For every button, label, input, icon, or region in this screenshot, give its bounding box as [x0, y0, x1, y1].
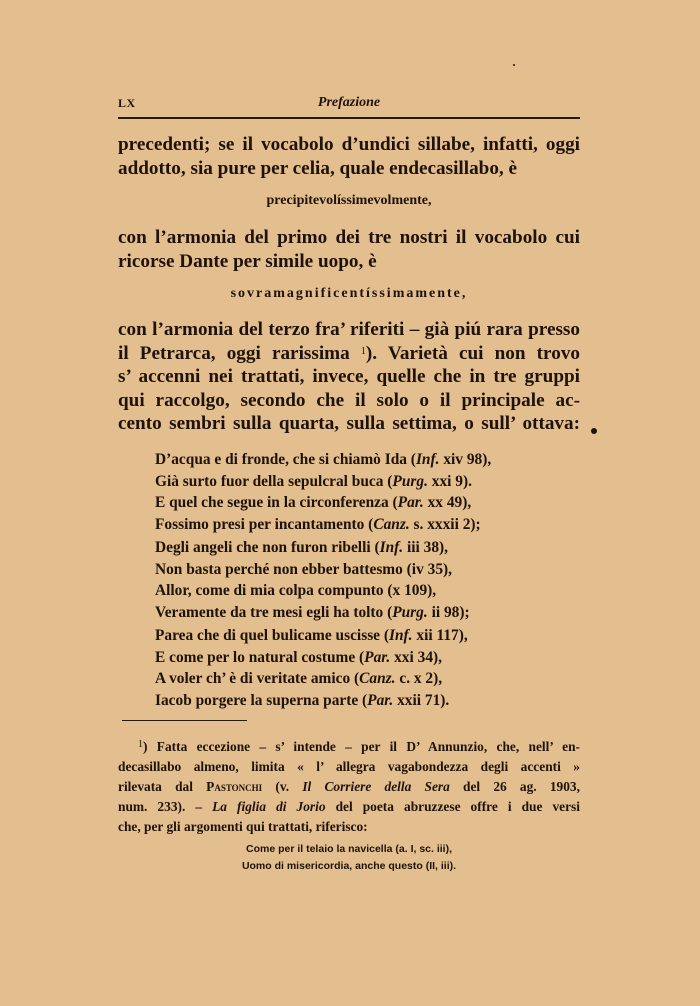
- quoted-verse: Come per il telaio la navicella (a. I, sc. iii),: [246, 843, 452, 855]
- verse-text: Veramente da tre mesi egli ha tolto (: [155, 603, 393, 621]
- journal-title: Il Corriere della Sera: [302, 779, 450, 794]
- verse-reference: xxi 9).: [427, 472, 472, 490]
- ink-speck: [513, 64, 515, 66]
- footnote-line: [118, 737, 580, 757]
- page-number: LX: [118, 96, 136, 110]
- verse-reference: c. x 2),: [395, 670, 443, 687]
- work-abbreviation: Purg.: [392, 472, 428, 490]
- ink-speck: [591, 428, 597, 434]
- verse-line: [155, 449, 491, 471]
- footnote-marker: 1: [138, 739, 143, 750]
- verse-reference: xxii 71).: [393, 691, 450, 709]
- verse-reference: s. xxxii 2);: [409, 515, 481, 533]
- verse-group: [155, 625, 491, 711]
- text-line: s’ accenni nei trattati, invece, quelle che in tre gruppi: [118, 366, 580, 387]
- verse-line: [155, 580, 491, 602]
- work-abbreviation: Canz.: [359, 670, 396, 687]
- footnote-reference[interactable]: 1: [360, 345, 366, 357]
- verse-text: E quel che segue in la circonferenza (: [155, 494, 398, 511]
- work-abbreviation: Purg.: [392, 603, 428, 621]
- quoted-verse: Uomo di misericordia, anche questo (II, iii).: [241, 859, 457, 872]
- footnote-line: [118, 777, 580, 797]
- footnote-quoted-verses: [118, 841, 580, 874]
- verse-reference: ii 98);: [427, 603, 470, 621]
- verse-groups: [155, 449, 491, 711]
- verse-text: D’acqua e di fronde, che si chiamò Ida (: [155, 451, 416, 468]
- paragraph-2: [118, 226, 580, 273]
- example-word-1: precipitevolíssimevolmente,: [266, 193, 432, 208]
- text-line: [118, 342, 580, 366]
- text-span: il Petrarca, oggi rarissima: [118, 342, 350, 364]
- verse-reference: xx 49),: [423, 494, 472, 511]
- running-head: [118, 96, 580, 112]
- verse-line: [155, 559, 491, 581]
- text-span: del poeta abruzzese offre i due versi: [335, 799, 580, 814]
- text-span: num. 233). –: [118, 799, 203, 814]
- verse-line: [155, 668, 491, 690]
- footnote-line: decasillabo almeno, limita « l’ allegra vagabondezza degli accenti »: [118, 759, 580, 774]
- paragraph-3: [118, 318, 580, 436]
- text-line: qui raccolgo, secondo che il solo o il principale ac-: [118, 389, 580, 411]
- author-name: Pastonchi: [206, 779, 263, 794]
- verse-line: [155, 537, 491, 559]
- verse-text: Degli angeli che non furon ribelli (: [155, 539, 380, 556]
- paragraph-1: [118, 133, 580, 180]
- work-abbreviation: Canz.: [373, 515, 410, 533]
- text-line: con l’armonia del terzo fra’ riferiti – già piú rara presso: [118, 319, 580, 340]
- verse-text: Già surto fuor della sepulcral buca (: [155, 472, 393, 490]
- text-span: rilevata dal: [118, 779, 193, 794]
- verse-text: Iacob porgere la superna parte (: [155, 691, 368, 709]
- verse-group: [155, 537, 491, 623]
- verse-reference: iii 38),: [403, 539, 449, 556]
- text-line: ricorse Dante per simile uopo, è: [118, 250, 377, 272]
- verse-group: [155, 449, 491, 535]
- running-title: Prefazione: [317, 95, 381, 110]
- work-abbreviation: Inf.: [379, 539, 404, 556]
- verse-line: [155, 625, 491, 647]
- example-word-2: sovramagnificentíssimamente,: [230, 286, 468, 301]
- work-title: La figlia di Jorio: [212, 799, 326, 814]
- header-rule: [118, 117, 580, 119]
- verse-text: A voler ch’ è di veritate amico (: [155, 670, 360, 687]
- verse-reference: xiv 98),: [439, 451, 492, 468]
- verse-line: [155, 690, 491, 712]
- verse-line: [155, 471, 491, 493]
- work-abbreviation: Par.: [397, 494, 424, 511]
- verse-reference: xxi 34),: [390, 648, 442, 666]
- footnote-rule: [122, 720, 247, 721]
- verse-examples: [155, 449, 491, 712]
- text-span: ) Fatta eccezione – s’ intende – per il D’ Annunzio, che, nell’ en-: [143, 739, 580, 754]
- verse-line: [155, 647, 491, 669]
- work-abbreviation: Inf.: [389, 627, 413, 644]
- work-abbreviation: Inf.: [415, 451, 440, 468]
- verse-line: [155, 602, 491, 624]
- footnote-line: che, per gli argomenti qui trattati, riferisco:: [118, 819, 368, 834]
- text-span: (v.: [275, 779, 290, 794]
- verse-line: [155, 514, 491, 536]
- footnote: [118, 737, 580, 837]
- verse-text: E come per lo natural costume (: [155, 648, 365, 666]
- text-line: addotto, sia pure per celia, quale endecasillabo, è: [118, 157, 518, 179]
- verse-text: Parea che di quel bulicame uscisse (: [155, 627, 389, 644]
- verse-reference: xii 117),: [412, 627, 468, 644]
- verse-text: Fossimo presi per incantamento (: [155, 515, 374, 533]
- text-line: con l’armonia del primo dei tre nostri il vocabolo cui: [118, 227, 580, 248]
- work-abbreviation: Par.: [364, 648, 391, 666]
- text-line: precedenti; se il vocabolo d’undici sillabe, infatti, oggi: [118, 134, 580, 155]
- verse-text: Non basta perché non ebber battesmo (iv 35),: [155, 560, 452, 578]
- text-line: cento sembri sulla quarta, sulla settima, o sull’ ottava:: [118, 413, 580, 434]
- text-span: ). Varietà cui non trovo: [365, 342, 581, 364]
- work-abbreviation: Par.: [367, 691, 394, 709]
- verse-text: Allor, come di mia colpa compunto (x 109),: [155, 582, 437, 599]
- text-span: del 26 ag. 1903,: [463, 779, 580, 794]
- footnote-line: [118, 797, 580, 817]
- verse-line: [155, 492, 491, 514]
